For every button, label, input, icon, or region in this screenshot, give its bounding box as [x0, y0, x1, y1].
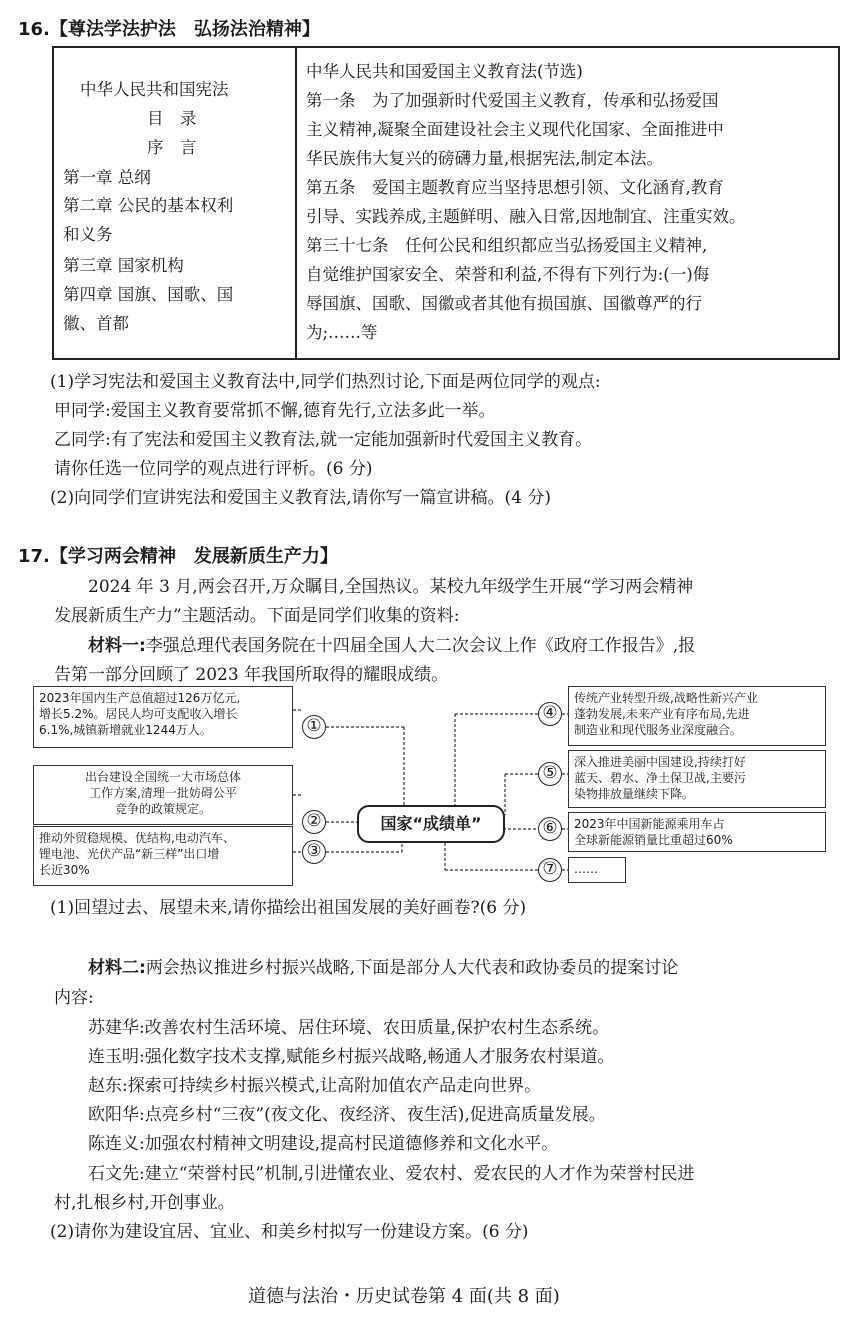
- achievement-box-1: 2023年国内生产总值超过126万亿元, 增长5.2%。居民人均可支配收入增长 6.1%,城镇新增就业1244万人。: [33, 686, 293, 748]
- q17-intro: 2024 年 3 月,两会召开,万众瞩目,全国热议。某校九年级学生开展“学习两会精神: [88, 577, 694, 597]
- right-col-line: 第一条 为了加强新时代爱国主义教育，传承和弘扬爱国: [306, 91, 719, 110]
- number-circle-1: ①: [302, 715, 326, 739]
- material-2-text: 两会热议推进乡村振兴战略,下面是部分人大代表和政协委员的提案讨论: [145, 958, 679, 978]
- national-report-card: 国家“成绩单”: [357, 805, 505, 843]
- left-col-line: 第二章 公民的基本权利: [63, 196, 234, 215]
- q16-heading: 16.【尊法学法护法 弘扬法治精神】: [18, 19, 320, 40]
- proposal-item: 苏建华:改善农村生活环境、居住环境、农田质量,保护农村生态系统。: [88, 1018, 610, 1038]
- achievement-box-3: 推动外贸稳规模、优结构,电动汽车、 锂电池、光伏产品“新三样”出口增 长近30%: [33, 826, 293, 886]
- q17-intro: 发展新质生产力”主题活动。下面是同学们收集的资料:: [54, 606, 460, 626]
- left-col-line: 目 录: [147, 109, 197, 128]
- material-2-text: 内容:: [54, 988, 94, 1008]
- material-1-text: 告第一部分回顾了 2023 年我国所取得的耀眼成绩。: [54, 665, 449, 685]
- q17-sub2: (2)请你为建设宜居、宜业、和美乡村拟写一份建设方案。(6 分): [50, 1222, 529, 1242]
- achievement-box-2: 出台建设全国统一大市场总体 工作方案,清理一批妨碍公平 竞争的政策规定。: [33, 765, 293, 825]
- material-1-text: 李强总理代表国务院在十四届全国人大二次会议上作《政府工作报告》,报: [145, 636, 696, 656]
- achievement-box-5: 深入推进美丽中国建设,持续打好 蓝天、碧水、净土保卫战,主要污 染物排放量继续下降。: [568, 750, 826, 808]
- number-circle-2: ②: [302, 810, 326, 834]
- right-col-line: 中华人民共和国爱国主义教育法(节选): [306, 62, 583, 81]
- right-col-line: 第三十七条 任何公民和组织都应当弘扬爱国主义精神,: [306, 236, 708, 255]
- achievement-box-7: ……: [568, 857, 626, 883]
- number-circle-3: ③: [302, 840, 326, 864]
- proposal-item: 连玉明:强化数字技术支撑,赋能乡村振兴战略,畅通人才服务农村渠道。: [88, 1047, 615, 1067]
- left-col-line: 徽、首都: [63, 314, 129, 333]
- left-col-line: 和义务: [63, 225, 113, 244]
- material-1-label: 材料一:: [88, 636, 146, 656]
- number-circle-7: ⑦: [538, 858, 562, 882]
- q16-sub1-ask: 请你任选一位同学的观点进行评析。(6 分): [54, 459, 373, 479]
- proposal-item: 欧阳华:点亮乡村“三夜”(夜文化、夜经济、夜生活),促进高质量发展。: [88, 1105, 606, 1125]
- material-2-label: 材料二:: [88, 958, 146, 978]
- number-circle-4: ④: [538, 702, 562, 726]
- left-col-line: 第四章 国旗、国歌、国: [63, 285, 234, 304]
- proposal-item: 村,扎根乡村,开创事业。: [54, 1193, 235, 1213]
- q16-sub1: (1)学习宪法和爱国主义教育法中,同学们热烈讨论,下面是两位同学的观点:: [50, 372, 601, 392]
- page-footer: 道德与法治・历史试卷第 4 面(共 8 面): [248, 1286, 560, 1307]
- right-col-line: 第五条 爱国主题教育应当坚持思想引领、文化涵育,教育: [306, 178, 724, 197]
- right-col-line: 引导、实践养成,主题鲜明、融入日常,因地制宜、注重实效。: [306, 207, 746, 226]
- proposal-item: 石文先:建立“荣誉村民”机制,引进懂农业、爱农村、爱农民的人才作为荣誉村民进: [88, 1164, 695, 1184]
- left-col-line: 序 言: [147, 138, 197, 157]
- q17-sub1: (1)回望过去、展望未来,请你描绘出祖国发展的美好画卷?(6 分): [50, 898, 527, 918]
- right-col-line: 自觉维护国家安全、荣誉和利益,不得有下列行为:(一)侮: [306, 265, 710, 284]
- right-col-line: 为;……等: [306, 323, 378, 342]
- q16-sub2: (2)向同学们宣讲宪法和爱国主义教育法,请你写一篇宣讲稿。(4 分): [50, 488, 551, 508]
- q17-heading: 17.【学习两会精神 发展新质生产力】: [18, 546, 338, 567]
- right-col-line: 华民族伟大复兴的磅礴力量,根据宪法,制定本法。: [306, 149, 663, 168]
- achievement-box-4: 传统产业转型升级,战略性新兴产业 蓬勃发展,未来产业有序布局,先进 制造业和现代服务业深度融合。: [568, 686, 826, 746]
- right-col-line: 辱国旗、国歌、国徽或者其他有损国旗、国徽尊严的行: [306, 294, 702, 313]
- proposal-item: 陈连义:加强农村精神文明建设,提高村民道德修养和文化水平。: [88, 1134, 559, 1154]
- number-circle-6: ⑥: [538, 817, 562, 841]
- q16-jia-view: 甲同学:爱国主义教育要常抓不懈,德育先行,立法多此一举。: [54, 401, 496, 421]
- left-col-line: 第三章 国家机构: [63, 256, 184, 275]
- left-col-line: 第一章 总纲: [63, 168, 151, 187]
- material-2: [88, 956, 678, 980]
- q16-yi-view: 乙同学:有了宪法和爱国主义教育法,就一定能加强新时代爱国主义教育。: [54, 430, 593, 450]
- proposal-item: 赵东:探索可持续乡村振兴模式,让高附加值农产品走向世界。: [88, 1076, 542, 1096]
- number-circle-5: ⑤: [538, 762, 562, 786]
- achievement-box-6: 2023年中国新能源乘用车占 全球新能源销量比重超过60%: [568, 812, 826, 852]
- left-col-line: 中华人民共和国宪法: [80, 80, 229, 99]
- right-col-line: 主义精神,凝聚全面建设社会主义现代化国家、全面推进中: [306, 120, 724, 139]
